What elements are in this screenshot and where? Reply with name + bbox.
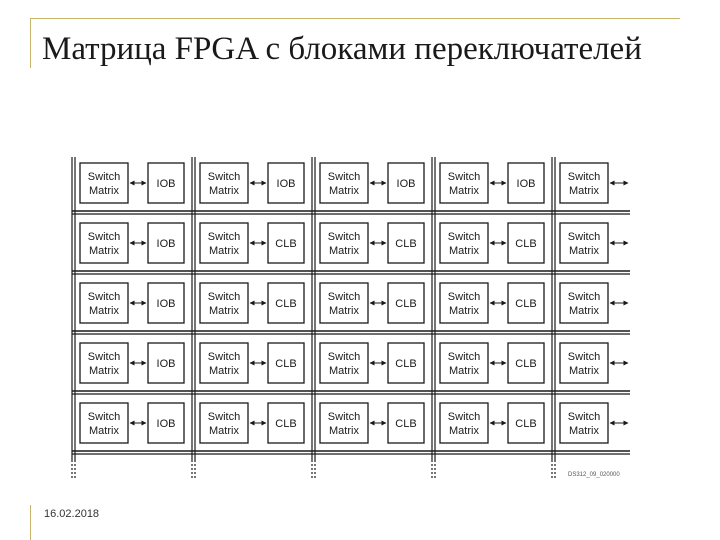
switch-matrix-label: Matrix bbox=[329, 245, 359, 257]
switch-matrix-block bbox=[320, 343, 368, 383]
logic-block-label: CLB bbox=[275, 238, 297, 250]
switch-matrix-label: Matrix bbox=[89, 365, 119, 377]
switch-matrix-label: Switch bbox=[87, 291, 121, 303]
logic-block-label: CLB bbox=[515, 298, 537, 310]
switch-matrix-block bbox=[200, 343, 248, 383]
switch-matrix-label: Matrix bbox=[209, 365, 239, 377]
switch-matrix-label: Matrix bbox=[209, 425, 239, 437]
switch-matrix-label: Matrix bbox=[89, 185, 119, 197]
switch-matrix-label: Switch bbox=[207, 231, 241, 243]
logic-block-label: IOB bbox=[156, 298, 176, 310]
switch-matrix-label: Switch bbox=[567, 171, 601, 183]
logic-block-label: CLB bbox=[515, 418, 537, 430]
switch-matrix-label: Switch bbox=[327, 231, 361, 243]
switch-matrix-block bbox=[560, 343, 608, 383]
logic-block-label: CLB bbox=[275, 358, 297, 370]
logic-block-label: CLB bbox=[515, 358, 537, 370]
switch-matrix-block bbox=[80, 343, 128, 383]
switch-matrix-block bbox=[320, 223, 368, 263]
switch-matrix-label: Switch bbox=[327, 291, 361, 303]
switch-matrix-label: Matrix bbox=[89, 425, 119, 437]
footer-date: 16.02.2018 bbox=[44, 508, 100, 520]
logic-block-label: CLB bbox=[395, 418, 417, 430]
switch-matrix-block bbox=[560, 403, 608, 443]
switch-matrix-block bbox=[320, 403, 368, 443]
switch-matrix-label: Switch bbox=[87, 171, 121, 183]
switch-matrix-label: Switch bbox=[447, 351, 481, 363]
switch-matrix-label: Matrix bbox=[329, 185, 359, 197]
switch-matrix-label: Switch bbox=[207, 351, 241, 363]
switch-matrix-label: Switch bbox=[567, 291, 601, 303]
switch-matrix-block bbox=[440, 223, 488, 263]
switch-matrix-block bbox=[320, 283, 368, 323]
switch-matrix-label: Switch bbox=[447, 291, 481, 303]
switch-matrix-block bbox=[560, 163, 608, 203]
switch-matrix-label: Switch bbox=[567, 231, 601, 243]
switch-matrix-label: Switch bbox=[567, 411, 601, 423]
switch-matrix-label: Matrix bbox=[569, 365, 599, 377]
switch-matrix-label: Matrix bbox=[329, 365, 359, 377]
switch-matrix-label: Switch bbox=[87, 231, 121, 243]
switch-matrix-label: Matrix bbox=[449, 425, 479, 437]
switch-matrix-label: Matrix bbox=[449, 305, 479, 317]
switch-matrix-label: Matrix bbox=[569, 185, 599, 197]
switch-matrix-block bbox=[440, 343, 488, 383]
switch-matrix-block bbox=[80, 283, 128, 323]
switch-matrix-block bbox=[440, 163, 488, 203]
switch-matrix-label: Switch bbox=[327, 171, 361, 183]
logic-block-label: CLB bbox=[395, 238, 417, 250]
switch-matrix-block bbox=[80, 163, 128, 203]
logic-block-label: IOB bbox=[156, 418, 176, 430]
logic-block-label: CLB bbox=[395, 298, 417, 310]
switch-matrix-label: Matrix bbox=[209, 245, 239, 257]
logic-block-label: IOB bbox=[516, 178, 536, 190]
logic-block-label: IOB bbox=[156, 178, 176, 190]
switch-matrix-block bbox=[200, 163, 248, 203]
switch-matrix-label: Switch bbox=[327, 351, 361, 363]
switch-matrix-block bbox=[320, 163, 368, 203]
switch-matrix-label: Matrix bbox=[209, 185, 239, 197]
switch-matrix-label: Switch bbox=[207, 291, 241, 303]
switch-matrix-label: Switch bbox=[567, 351, 601, 363]
switch-matrix-label: Matrix bbox=[449, 185, 479, 197]
switch-matrix-label: Switch bbox=[207, 171, 241, 183]
switch-matrix-label: Switch bbox=[327, 411, 361, 423]
logic-block-label: CLB bbox=[275, 418, 297, 430]
logic-block-label: IOB bbox=[396, 178, 416, 190]
switch-matrix-block bbox=[440, 283, 488, 323]
switch-matrix-label: Matrix bbox=[449, 365, 479, 377]
switch-matrix-label: Matrix bbox=[329, 305, 359, 317]
switch-matrix-block bbox=[560, 223, 608, 263]
logic-block-label: IOB bbox=[156, 358, 176, 370]
switch-matrix-block bbox=[560, 283, 608, 323]
switch-matrix-label: Switch bbox=[87, 351, 121, 363]
switch-matrix-label: Switch bbox=[447, 411, 481, 423]
switch-matrix-label: Switch bbox=[207, 411, 241, 423]
switch-matrix-block bbox=[200, 223, 248, 263]
switch-matrix-label: Matrix bbox=[569, 425, 599, 437]
switch-matrix-block bbox=[200, 283, 248, 323]
switch-matrix-label: Matrix bbox=[569, 245, 599, 257]
diagram-code-label: DS312_09_020000 bbox=[568, 472, 620, 478]
logic-block-label: CLB bbox=[515, 238, 537, 250]
switch-matrix-label: Matrix bbox=[209, 305, 239, 317]
switch-matrix-label: Matrix bbox=[89, 305, 119, 317]
switch-matrix-block bbox=[440, 403, 488, 443]
switch-matrix-block bbox=[80, 403, 128, 443]
logic-block-label: CLB bbox=[395, 358, 417, 370]
switch-matrix-block bbox=[80, 223, 128, 263]
diagram-root bbox=[72, 157, 630, 478]
switch-matrix-label: Matrix bbox=[449, 245, 479, 257]
switch-matrix-label: Switch bbox=[447, 231, 481, 243]
switch-matrix-label: Matrix bbox=[569, 305, 599, 317]
switch-matrix-label: Switch bbox=[87, 411, 121, 423]
switch-matrix-block bbox=[200, 403, 248, 443]
logic-block-label: CLB bbox=[275, 298, 297, 310]
page-title: Матрица FPGA с блоками переключателей bbox=[42, 31, 642, 67]
switch-matrix-label: Matrix bbox=[89, 245, 119, 257]
logic-block-label: IOB bbox=[276, 178, 296, 190]
switch-matrix-label: Switch bbox=[447, 171, 481, 183]
switch-matrix-label: Matrix bbox=[329, 425, 359, 437]
logic-block-label: IOB bbox=[156, 238, 176, 250]
